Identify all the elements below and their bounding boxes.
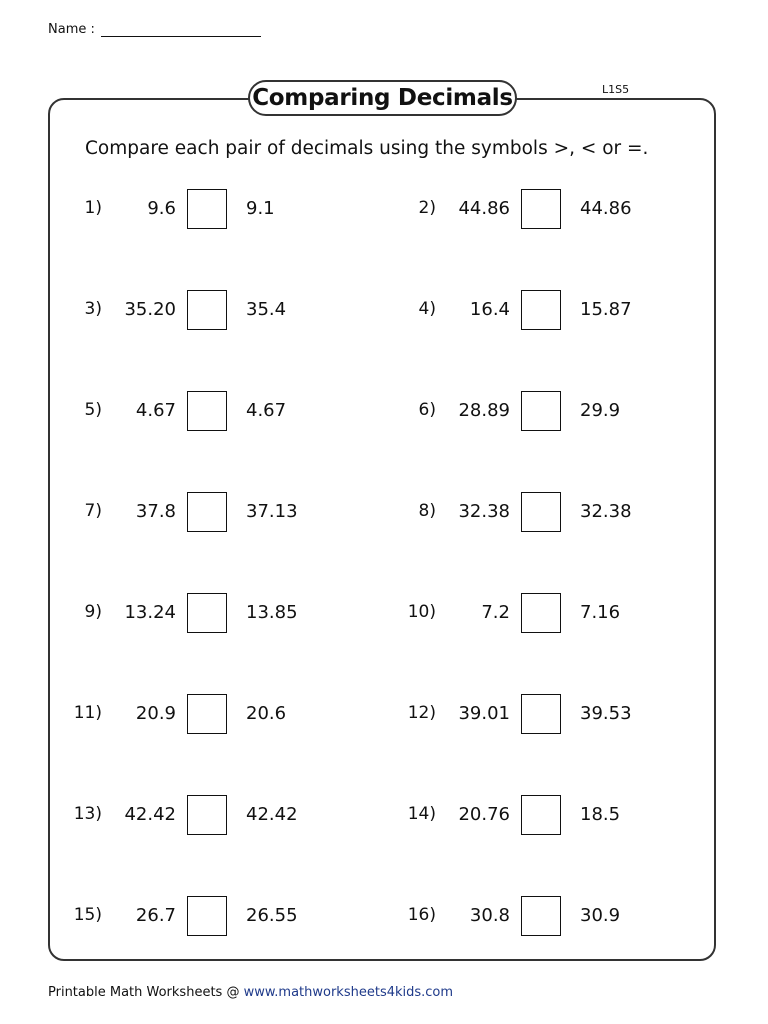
left-decimal: 9.6 [147,198,176,219]
answer-box[interactable] [187,694,227,734]
left-decimal: 7.2 [481,602,510,623]
right-decimal: 30.9 [580,905,621,926]
footer-text: Printable Math Worksheets @ [48,985,244,1000]
answer-box[interactable] [187,593,227,633]
answer-box[interactable] [521,896,561,936]
answer-box[interactable] [187,290,227,330]
problem-number: 8) [418,501,436,521]
problem-number: 3) [84,299,102,319]
answer-box[interactable] [187,391,227,431]
footer [48,985,453,1000]
problem-item [382,694,682,734]
right-decimal: 13.85 [246,602,298,623]
name-row [48,20,261,37]
name-field[interactable] [101,20,261,37]
right-decimal: 29.9 [580,400,621,421]
problem-item [48,290,348,330]
left-decimal: 37.8 [135,501,176,522]
right-decimal: 20.6 [246,703,287,724]
right-decimal: 39.53 [580,703,632,724]
left-decimal: 39.01 [458,703,510,724]
problem-number: 2) [418,198,436,218]
right-decimal: 26.55 [246,905,298,926]
worksheet-title-text: Comparing Decimals [252,85,513,111]
right-decimal: 37.13 [246,501,298,522]
answer-box[interactable] [521,795,561,835]
left-decimal: 13.24 [124,602,176,623]
left-decimal: 42.42 [124,804,176,825]
answer-box[interactable] [521,492,561,532]
problem-number: 12) [407,703,436,723]
answer-box[interactable] [187,492,227,532]
problem-item [382,290,682,330]
problem-item [48,694,348,734]
answer-box[interactable] [521,694,561,734]
problem-number: 5) [84,400,102,420]
left-decimal: 28.89 [458,400,510,421]
problem-number: 6) [418,400,436,420]
answer-box[interactable] [521,391,561,431]
name-label: Name : [48,22,95,37]
answer-box[interactable] [521,290,561,330]
right-decimal: 9.1 [246,198,275,219]
problem-number: 11) [73,703,102,723]
right-decimal: 7.16 [580,602,621,623]
left-decimal: 16.4 [469,299,510,320]
problem-number: 16) [407,905,436,925]
right-decimal: 4.67 [246,400,287,421]
problem-item [48,391,348,431]
left-decimal: 26.7 [135,905,176,926]
problem-item [382,391,682,431]
left-decimal: 35.20 [124,299,176,320]
problem-number: 1) [84,198,102,218]
instructions: Compare each pair of decimals using the symbols >, < or =. [85,138,649,159]
problem-item [48,492,348,532]
problem-item [48,795,348,835]
left-decimal: 4.67 [135,400,176,421]
problem-item [382,593,682,633]
footer-link[interactable]: www.mathworksheets4kids.com [243,985,454,1000]
right-decimal: 15.87 [580,299,632,320]
problem-number: 9) [84,602,102,622]
problem-item [48,593,348,633]
answer-box[interactable] [187,189,227,229]
problem-number: 15) [73,905,102,925]
right-decimal: 44.86 [580,198,632,219]
answer-box[interactable] [187,896,227,936]
problem-item [48,896,348,936]
problem-number: 14) [407,804,436,824]
problem-number: 10) [407,602,436,622]
left-decimal: 32.38 [458,501,510,522]
right-decimal: 35.4 [246,299,287,320]
answer-box[interactable] [521,593,561,633]
left-decimal: 30.8 [469,905,510,926]
problem-number: 13) [73,804,102,824]
problem-number: 4) [418,299,436,319]
worksheet-title [248,80,517,116]
right-decimal: 32.38 [580,501,632,522]
left-decimal: 44.86 [458,198,510,219]
right-decimal: 42.42 [246,804,298,825]
left-decimal: 20.9 [135,703,176,724]
problem-item [382,795,682,835]
answer-box[interactable] [521,189,561,229]
answer-box[interactable] [187,795,227,835]
problem-item [382,492,682,532]
problem-item [382,896,682,936]
left-decimal: 20.76 [458,804,510,825]
problem-number: 7) [84,501,102,521]
problem-item [48,189,348,229]
worksheet-code: L1S5 [602,83,630,96]
right-decimal: 18.5 [580,804,621,825]
problem-item [382,189,682,229]
